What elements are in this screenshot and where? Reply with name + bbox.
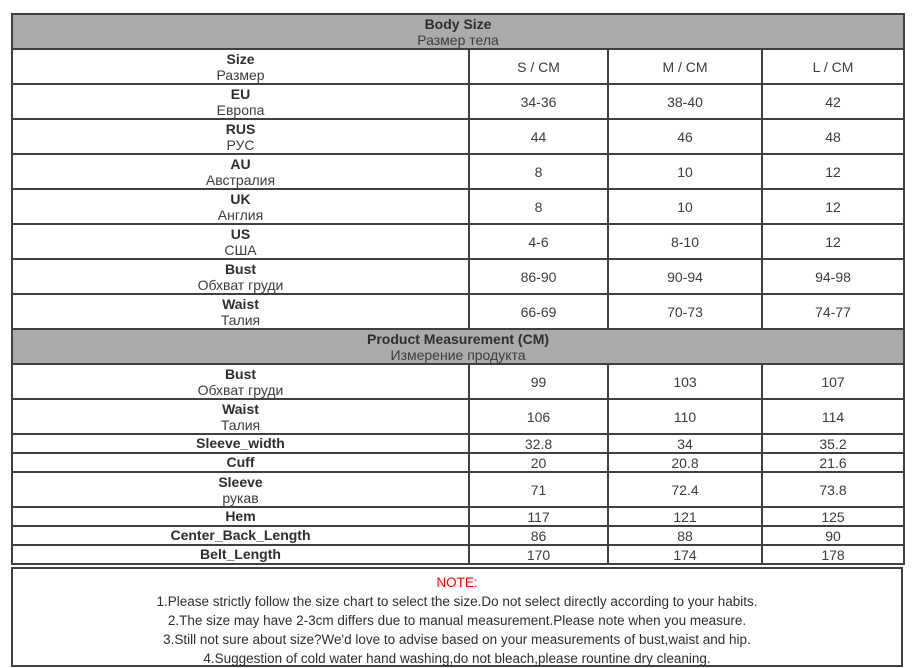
table-row — [12, 259, 904, 294]
cell-value: 90-94 — [608, 259, 762, 294]
cell-value: 73.8 — [762, 472, 904, 507]
row-label-en: Cuff — [226, 454, 255, 470]
table-row — [12, 224, 904, 259]
row-label-en: Bust — [224, 365, 257, 382]
size-chart-sheet — [11, 13, 903, 667]
table-row — [12, 453, 904, 472]
cell-value: 10 — [608, 154, 762, 189]
row-label-ru: Европа — [216, 101, 265, 118]
cell-value: 12 — [762, 154, 904, 189]
row-label-ru: Обхват груди — [197, 276, 284, 293]
row-label-en: Bust — [224, 260, 257, 277]
row-label — [12, 294, 469, 329]
row-label — [12, 545, 469, 564]
cell-value: 21.6 — [762, 453, 904, 472]
cell-value: 10 — [608, 189, 762, 224]
cell-value: 174 — [608, 545, 762, 564]
row-label-ru: Австралия — [205, 171, 276, 188]
table-row — [12, 507, 904, 526]
cell-value: 114 — [762, 399, 904, 434]
cell-value: 4-6 — [469, 224, 608, 259]
row-label-en: Waist — [222, 400, 259, 417]
cell-value: 66-69 — [469, 294, 608, 329]
cell-value: 86-90 — [469, 259, 608, 294]
note-line: 1.Please strictly follow the size chart to select the size.Do not select directly according to your habits. — [156, 594, 758, 609]
cell-value: 72.4 — [608, 472, 762, 507]
row-label-en: RUS — [225, 120, 256, 137]
row-label — [12, 399, 469, 434]
table-row — [12, 399, 904, 434]
row-label-en: UK — [230, 190, 251, 207]
cell-value: 20 — [469, 453, 608, 472]
row-label-en: Sleeve_width — [196, 435, 285, 451]
table-row — [12, 545, 904, 564]
row-label-en: Waist — [222, 295, 259, 312]
cell-value: 106 — [469, 399, 608, 434]
note-line: 2.The size may have 2-3cm differs due to manual measurement.Please note when you measure. — [167, 613, 747, 628]
cell-value: 170 — [469, 545, 608, 564]
table-row — [12, 364, 904, 399]
row-label-ru: Талия — [220, 416, 261, 433]
cell-value: 20.8 — [608, 453, 762, 472]
cell-value: 8 — [469, 154, 608, 189]
row-label-ru: США — [224, 241, 257, 258]
cell-value: 103 — [608, 364, 762, 399]
row-label-en: Size — [226, 50, 255, 67]
table-row — [12, 526, 904, 545]
row-label-ru: РУС — [226, 136, 255, 153]
row-label — [12, 189, 469, 224]
cell-value: 34 — [608, 434, 762, 453]
row-label — [12, 526, 469, 545]
row-label-en: Belt_Length — [200, 546, 281, 562]
cell-value: 110 — [608, 399, 762, 434]
cell-value: 8-10 — [608, 224, 762, 259]
table-row — [12, 154, 904, 189]
row-label — [12, 224, 469, 259]
cell-value: 74-77 — [762, 294, 904, 329]
table-row — [12, 84, 904, 119]
row-label — [12, 472, 469, 507]
row-label-en: Hem — [225, 508, 256, 524]
product-measurement-header-row — [12, 329, 904, 364]
body-size-header-row — [12, 14, 904, 49]
cell-value: 32.8 — [469, 434, 608, 453]
note-title: NOTE: — [436, 575, 478, 590]
cell-value: 12 — [762, 189, 904, 224]
note-line: 4.Suggestion of cold water hand washing,do not bleach,please rountine dry cleaning. — [203, 651, 711, 666]
cell-value: 46 — [608, 119, 762, 154]
row-label — [12, 259, 469, 294]
cell-value: 90 — [762, 526, 904, 545]
row-label-en: Center_Back_Length — [170, 527, 311, 543]
table-row — [12, 189, 904, 224]
cell-value: 88 — [608, 526, 762, 545]
cell-value: 71 — [469, 472, 608, 507]
body-size-title-ru: Размер тела — [417, 31, 499, 48]
row-label — [12, 49, 469, 84]
product-measurement-header — [12, 329, 904, 364]
row-label-ru: Размер — [216, 66, 265, 83]
cell-value: 107 — [762, 364, 904, 399]
body-size-header — [12, 14, 904, 49]
cell-value: 42 — [762, 84, 904, 119]
cell-value: 44 — [469, 119, 608, 154]
note-line: 3.Still not sure about size?We'd love to advise based on your measurements of bust,waist and hip. — [163, 632, 751, 647]
product-measurement-title-ru: Измерение продукта — [390, 346, 526, 363]
cell-value: S / CM — [469, 49, 608, 84]
row-label-ru: Обхват груди — [197, 381, 284, 398]
cell-value: 125 — [762, 507, 904, 526]
cell-value: 178 — [762, 545, 904, 564]
row-label-en: Sleeve — [218, 473, 263, 490]
row-label-ru: Англия — [217, 206, 264, 223]
cell-value: 117 — [469, 507, 608, 526]
cell-value: 99 — [469, 364, 608, 399]
row-label — [12, 453, 469, 472]
row-label — [12, 84, 469, 119]
size-chart-table — [11, 13, 905, 565]
row-label-en: EU — [230, 85, 251, 102]
row-label — [12, 154, 469, 189]
cell-value: 8 — [469, 189, 608, 224]
cell-value: 35.2 — [762, 434, 904, 453]
cell-value: 12 — [762, 224, 904, 259]
row-label-en: AU — [230, 155, 251, 172]
row-label-ru: Талия — [220, 311, 261, 328]
table-row — [12, 434, 904, 453]
cell-value: 48 — [762, 119, 904, 154]
cell-value: L / CM — [762, 49, 904, 84]
product-measurement-title-en: Product Measurement (CM) — [367, 330, 550, 347]
cell-value: 34-36 — [469, 84, 608, 119]
cell-value: 38-40 — [608, 84, 762, 119]
cell-value: M / CM — [608, 49, 762, 84]
row-label-en: US — [230, 225, 251, 242]
row-label-ru: рукав — [222, 489, 259, 506]
cell-value: 70-73 — [608, 294, 762, 329]
row-label — [12, 507, 469, 526]
cell-value: 121 — [608, 507, 762, 526]
row-label — [12, 434, 469, 453]
table-row — [12, 119, 904, 154]
row-label — [12, 119, 469, 154]
note-lines — [13, 592, 901, 668]
row-label — [12, 364, 469, 399]
table-row — [12, 294, 904, 329]
cell-value: 94-98 — [762, 259, 904, 294]
table-row — [12, 49, 904, 84]
table-row — [12, 472, 904, 507]
note-box — [11, 567, 903, 667]
body-size-title-en: Body Size — [424, 15, 492, 32]
cell-value: 86 — [469, 526, 608, 545]
